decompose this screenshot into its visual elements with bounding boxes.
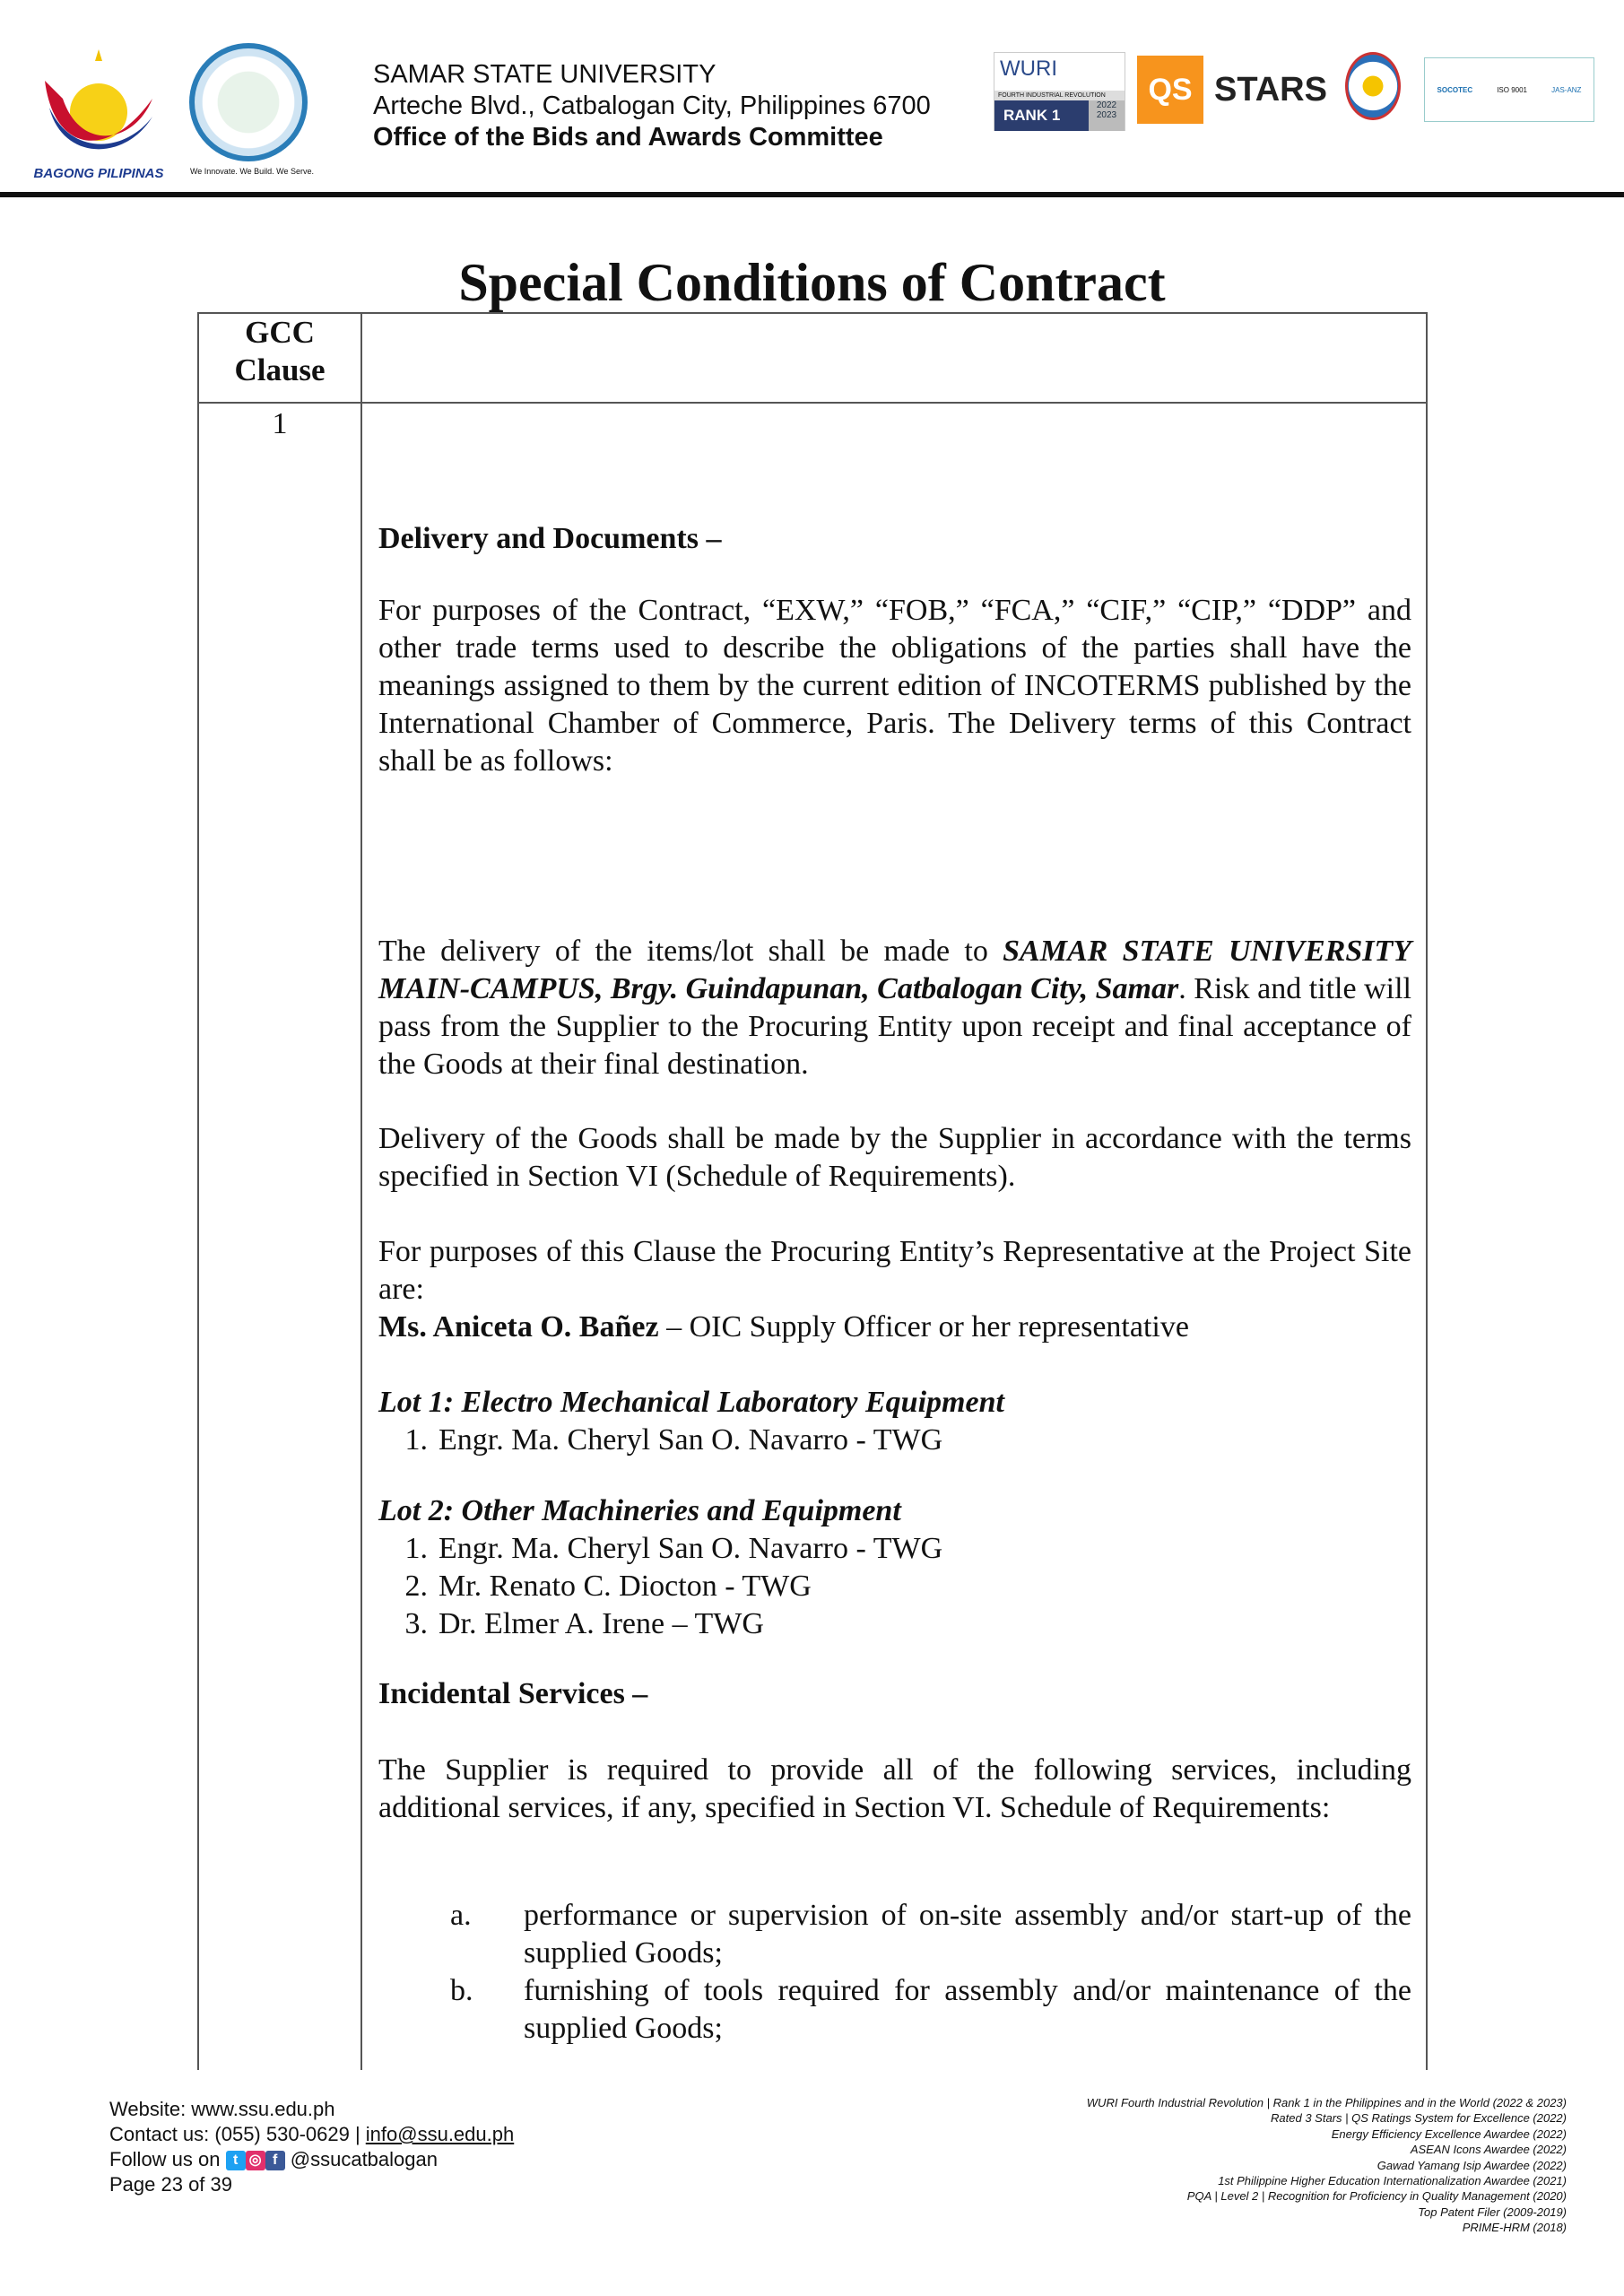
member-name: Engr. Ma. Cheryl San O. Navarro - TWG <box>439 1532 943 1565</box>
wuri-years: 2022 2023 <box>1089 100 1125 131</box>
footer-handle: @ssucatbalogan <box>290 2148 438 2170</box>
wuri-band: FOURTH INDUSTRIAL REVOLUTION <box>994 91 1125 100</box>
services-list <box>378 1897 1411 2048</box>
award-line: Top Patent Filer (2009-2019) <box>1418 2205 1567 2219</box>
office-name: Office of the Bids and Awards Committee <box>373 123 883 152</box>
socotec-label: SOCOTEC <box>1437 85 1473 94</box>
award-line: Gawad Yamang Isip Awardee (2022) <box>1376 2158 1567 2172</box>
footer-awards <box>1087 2095 1567 2236</box>
list-item <box>378 1605 1411 1643</box>
instagram-icon[interactable]: ◎ <box>246 2151 265 2170</box>
lot1-section <box>378 1384 1411 1459</box>
representative-paragraph: For purposes of this Clause the Procuring Entity’s Representative at the Project Site are: <box>378 1235 1411 1306</box>
list-number: 3. <box>404 1607 428 1640</box>
award-line: WURI Fourth Industrial Revolution | Rank 1 in the Philippines and in the World (2022 & 2023) <box>1086 2096 1567 2109</box>
delivery-heading: Delivery and Documents – <box>378 522 722 555</box>
facebook-icon[interactable]: f <box>265 2151 285 2170</box>
representative-section <box>378 1233 1411 1346</box>
bagong-pilipinas-logo <box>27 45 170 179</box>
footer-website: Website: www.ssu.edu.ph <box>109 2098 335 2120</box>
wuri-badge <box>994 52 1125 131</box>
service-text: furnishing of tools required for assembly and/or maintenance of the supplied Goods; <box>524 1974 1411 2045</box>
wuri-rank: RANK 1 <box>1003 107 1061 124</box>
member-name: Mr. Renato C. Diocton - TWG <box>439 1570 812 1603</box>
member-name: Dr. Elmer A. Irene – TWG <box>439 1607 764 1640</box>
table-column-divider <box>360 312 362 2070</box>
lot2-section <box>378 1492 1411 1643</box>
list-letter: a. <box>450 1899 472 1932</box>
list-letter: b. <box>450 1974 473 2007</box>
list-number: 1. <box>404 1423 428 1457</box>
twitter-icon[interactable]: t <box>226 2151 246 2170</box>
footer-contact <box>109 2097 514 2197</box>
delivery-text: The delivery of the items/lot shall be made to <box>378 935 1003 968</box>
delivery-location-paragraph <box>378 933 1411 1083</box>
ssu-seal-logo <box>185 43 319 182</box>
list-number: 2. <box>404 1570 428 1603</box>
clause-number: 1 <box>272 407 288 440</box>
socotec-iso-badge <box>1424 57 1594 122</box>
award-line: PQA | Level 2 | Recognition for Proficiency in Quality Management (2020) <box>1186 2189 1567 2204</box>
representative-name: Ms. Aniceta O. Bañez <box>378 1310 659 1344</box>
list-number: 1. <box>404 1532 428 1565</box>
header-text <box>373 59 931 153</box>
member-name: Engr. Ma. Cheryl San O. Navarro - TWG <box>439 1423 943 1457</box>
qs-logo: QS <box>1137 56 1203 124</box>
jas-anz-label: JAS-ANZ <box>1551 85 1582 94</box>
bagong-pilipinas-text: BAGONG PILIPINAS <box>33 166 164 181</box>
risk-title-text: . Risk and title will pass from the Supplier to the Procuring Entity upon receipt and final acceptance of the Goods at their final destination. <box>378 972 1412 1081</box>
service-text: performance or supervision of on-site assembly and/or start-up of the supplied Goods; <box>524 1899 1411 1970</box>
iso-label: ISO 9001 <box>1497 85 1528 94</box>
footer-follow-label: Follow us on <box>109 2148 221 2170</box>
gcc-clause-header: GCC Clause <box>234 315 326 387</box>
delivery-location: SAMAR STATE UNIVERSITY MAIN-CAMPUS, Brgy. Guindapunan, Catbalogan City, Samar <box>378 935 1411 1005</box>
incoterms-paragraph: For purposes of the Contract, “EXW,” “FOB,” “FCA,” “CIF,” “CIP,” “DDP” and other trade terms used to describe the obligations of the parties shall have the meanings assigned to them by the current edition of INCOTERMS published by the International Chamber of Commerce, Paris. The Delivery terms of this Contract shall be as follows: <box>378 594 1411 778</box>
award-line: PRIME-HRM (2018) <box>1462 2221 1567 2235</box>
ssu-tagline: We Innovate. We Build. We Serve. <box>189 167 315 176</box>
list-item <box>378 1422 1411 1459</box>
award-line: Rated 3 Stars | QS Ratings System for Excellence (2022) <box>1271 2111 1567 2126</box>
incidental-heading: Incidental Services – <box>378 1677 648 1710</box>
university-name: SAMAR STATE UNIVERSITY <box>373 60 716 89</box>
list-item <box>378 1530 1411 1568</box>
footer-contact-phone: Contact us: (055) 530-0629 | <box>109 2123 366 2145</box>
qs-stars-badge <box>1137 56 1327 124</box>
university-address: Arteche Blvd., Catbalogan City, Philippines 6700 <box>373 91 931 120</box>
delivery-goods-paragraph: Delivery of the Goods shall be made by the Supplier in accordance with the terms specified in Section VI (Schedule of Requirements). <box>378 1122 1411 1193</box>
list-item <box>378 1568 1411 1605</box>
qs-stars-label: STARS <box>1214 70 1327 109</box>
lot2-title: Lot 2: Other Machineries and Equipment <box>378 1494 901 1527</box>
incidental-paragraph: The Supplier is required to provide all of the following services, including additional services, if any, specified in Section VI. Schedule of Requirements: <box>378 1753 1411 1824</box>
lot1-title: Lot 1: Electro Mechanical Laboratory Equipment <box>378 1386 1004 1419</box>
page-title: Special Conditions of Contract <box>458 253 1166 312</box>
table-header-divider <box>197 402 1428 404</box>
footer-email-link[interactable]: info@ssu.edu.ph <box>365 2123 515 2145</box>
list-item <box>378 1972 1411 2048</box>
award-line: ASEAN Icons Awardee (2022) <box>1410 2143 1567 2157</box>
header-rule <box>0 192 1624 197</box>
pqa-seal <box>1345 52 1401 120</box>
wuri-name: WURI <box>1000 57 1057 81</box>
award-line: Energy Efficiency Excellence Awardee (2022) <box>1331 2126 1567 2141</box>
page-number: Page 23 of 39 <box>109 2173 233 2196</box>
list-item <box>378 1897 1411 1972</box>
award-line: 1st Philippine Higher Education Internationalization Awardee (2021) <box>1218 2174 1567 2188</box>
representative-role: – OIC Supply Officer or her representative <box>658 1310 1189 1344</box>
